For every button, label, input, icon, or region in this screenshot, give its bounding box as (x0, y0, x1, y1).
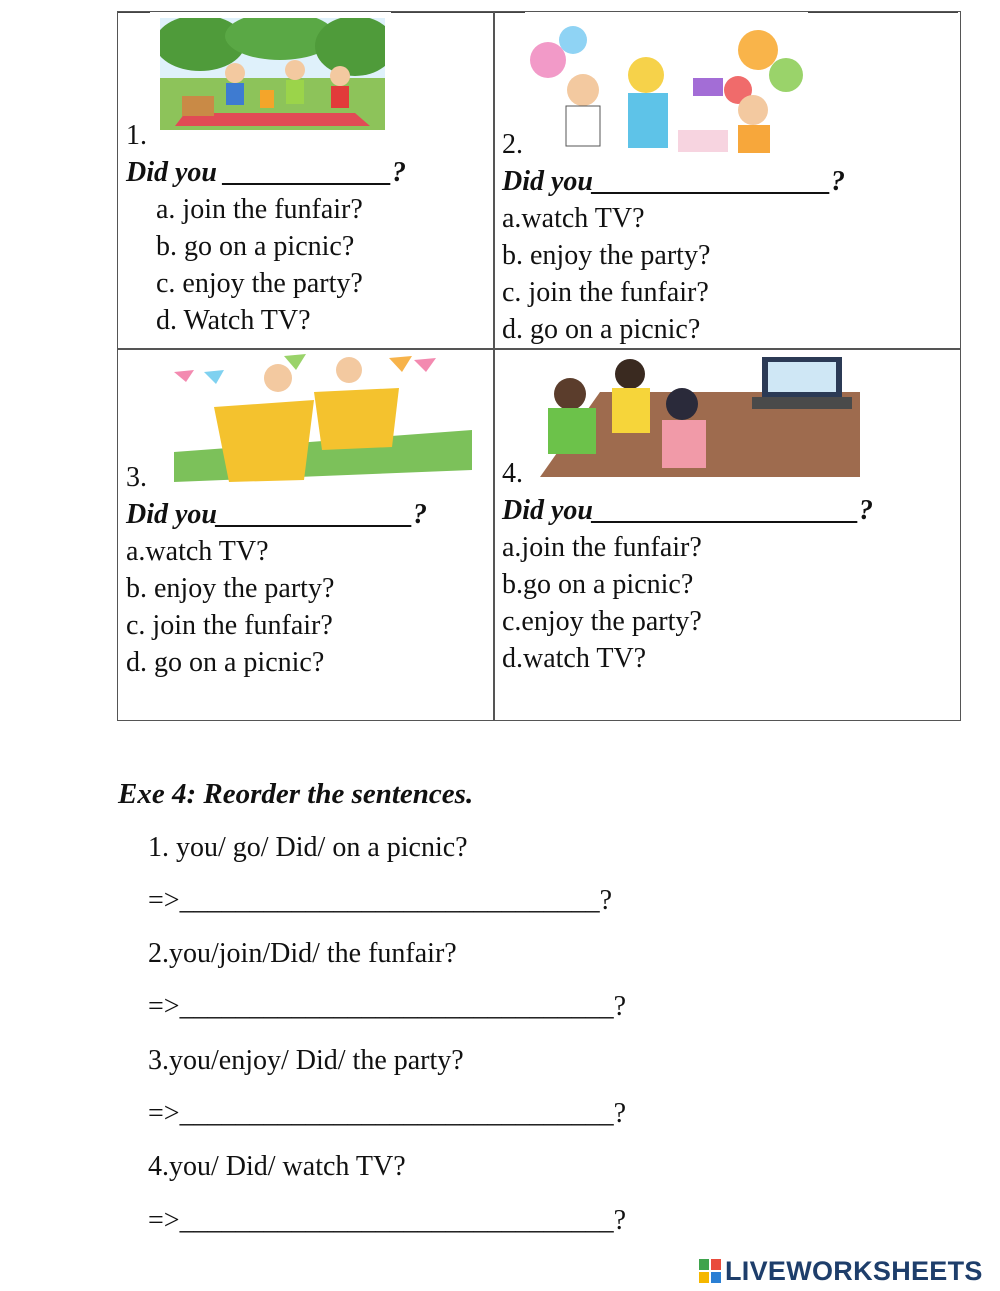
option-d[interactable]: d.watch TV? (502, 643, 647, 674)
option-c[interactable]: c. enjoy the party? (156, 268, 363, 299)
logo-block (698, 1271, 710, 1284)
option-a[interactable]: a.join the funfair? (502, 532, 702, 563)
grid-vertical-divider (493, 11, 495, 721)
exercise-4-title: Exe 4: Reorder the sentences. (118, 778, 474, 810)
question-number: 4. (502, 458, 523, 489)
question-blank[interactable]: Did you_________________? (502, 166, 845, 197)
answer-line-4[interactable]: =>_______________________________? (148, 1205, 627, 1236)
reorder-prompt-3: 3.you/enjoy/ Did/ the party? (148, 1045, 464, 1076)
question-cell-1 (126, 117, 406, 339)
picnic-illustration (160, 18, 385, 130)
question-blank[interactable]: Did you ____________? (126, 157, 406, 188)
option-c[interactable]: c. join the funfair? (126, 610, 333, 641)
option-a[interactable]: a.watch TV? (502, 203, 645, 234)
option-d[interactable]: d. go on a picnic? (126, 647, 325, 678)
logo-blocks-icon (698, 1258, 722, 1284)
liveworksheets-logo[interactable] (698, 1256, 983, 1286)
option-b[interactable]: b. enjoy the party? (502, 240, 711, 271)
logo-text: LIVEWORKSHEETS (725, 1255, 983, 1286)
question-cell-4 (502, 455, 873, 677)
option-b[interactable]: b. go on a picnic? (156, 231, 355, 262)
question-cell-3 (126, 459, 427, 681)
reorder-prompt-1: 1. you/ go/ Did/ on a picnic? (148, 832, 468, 863)
option-d[interactable]: d. go on a picnic? (502, 314, 701, 345)
grid-horizontal-divider (117, 348, 961, 350)
reorder-prompt-2: 2.you/join/Did/ the funfair? (148, 938, 457, 969)
option-d[interactable]: d. Watch TV? (156, 305, 311, 336)
question-blank[interactable]: Did you___________________? (502, 495, 873, 526)
reorder-prompt-4: 4.you/ Did/ watch TV? (148, 1151, 406, 1182)
option-c[interactable]: c. join the funfair? (502, 277, 709, 308)
answer-line-3[interactable]: =>_______________________________? (148, 1098, 627, 1129)
question-number: 2. (502, 129, 523, 160)
option-b[interactable]: b.go on a picnic? (502, 569, 694, 600)
answer-line-2[interactable]: =>_______________________________? (148, 991, 627, 1022)
answer-line-1[interactable]: =>______________________________? (148, 885, 613, 916)
logo-block (710, 1258, 722, 1271)
option-a[interactable]: a. join the funfair? (156, 194, 363, 225)
question-blank[interactable]: Did you______________? (126, 499, 427, 530)
question-number: 1. (126, 120, 147, 151)
option-c[interactable]: c.enjoy the party? (502, 606, 702, 637)
question-cell-2 (502, 126, 845, 348)
question-number: 3. (126, 462, 147, 493)
logo-block (710, 1271, 722, 1284)
option-b[interactable]: b. enjoy the party? (126, 573, 335, 604)
option-a[interactable]: a.watch TV? (126, 536, 269, 567)
logo-block (698, 1258, 710, 1271)
